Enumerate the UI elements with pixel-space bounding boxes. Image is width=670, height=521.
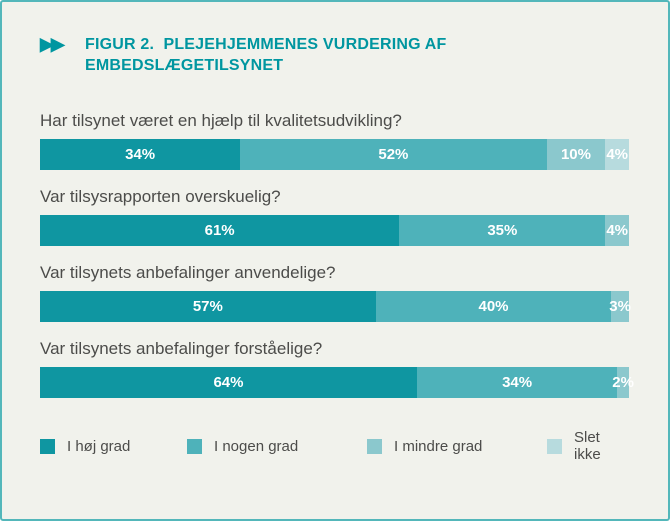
bar-segment: [547, 139, 606, 170]
segment-value-label: 4%: [606, 222, 629, 239]
bar-segment: [40, 291, 376, 322]
question-label: Var tilsysrapporten overskuelig?: [40, 187, 281, 206]
legend-item: [367, 429, 547, 463]
legend-item: [40, 429, 187, 463]
segment-value-label: 2%: [612, 374, 634, 391]
stacked-bar: [40, 139, 629, 170]
chart-row: [40, 337, 634, 398]
question-label: Var tilsynets anbefalinger forståelige?: [40, 339, 323, 358]
bar-segment: [240, 139, 546, 170]
legend-item: [547, 429, 629, 463]
bar-segment: [399, 215, 605, 246]
legend-label: I nogen grad: [214, 437, 299, 455]
question-label: Har tilsynet været en hjælp til kvalitetsudvikling?: [40, 111, 402, 130]
bar-segment: [376, 291, 612, 322]
bar-segment: [612, 367, 634, 398]
bar-segment: [417, 367, 617, 398]
segment-value-label: 4%: [606, 146, 629, 163]
bar-segment: [40, 215, 399, 246]
segment-value-label: 34%: [125, 146, 156, 163]
chart-row: [40, 261, 629, 322]
segment-value-label: 64%: [213, 374, 244, 391]
legend-swatch-icon: [40, 439, 55, 454]
chart-rows: [40, 109, 634, 398]
stacked-bar: [40, 215, 629, 246]
stacked-bar: [40, 291, 629, 322]
segment-value-label: 3%: [609, 298, 631, 315]
legend-label: Slet ikke: [574, 429, 601, 463]
segment-value-label: 57%: [192, 298, 223, 315]
legend-label: I høj grad: [67, 437, 131, 455]
legend-label: I mindre grad: [394, 437, 483, 455]
bar-segment: [40, 367, 417, 398]
bar-segment: [605, 139, 629, 170]
figure-title-line2: EMBEDSLÆGETILSYNET: [85, 57, 284, 74]
stacked-bar: [40, 367, 634, 398]
figure-header: [40, 34, 629, 76]
segment-value-label: 61%: [204, 222, 235, 239]
segment-value-label: 35%: [487, 222, 518, 239]
legend-swatch-icon: [547, 439, 562, 454]
bar-segment: [611, 291, 629, 322]
bar-segment: [605, 215, 629, 246]
question-label: Var tilsynets anbefalinger anvendelige?: [40, 263, 336, 282]
figure-title-line1: FIGUR 2. PLEJEHJEMMENES VURDERING AF: [85, 36, 447, 53]
segment-value-label: 40%: [478, 298, 509, 315]
segment-value-label: 10%: [560, 146, 591, 163]
legend-item: [187, 429, 367, 463]
segment-value-label: 52%: [378, 146, 409, 163]
figure-title: [85, 34, 447, 76]
chart-row: [40, 185, 629, 246]
double-arrow-icon: ▶▶: [40, 34, 62, 54]
segment-value-label: 34%: [502, 374, 533, 391]
bar-segment: [40, 139, 240, 170]
chart-legend: [40, 429, 629, 463]
legend-swatch-icon: [367, 439, 382, 454]
legend-swatch-icon: [187, 439, 202, 454]
chart-row: [40, 109, 629, 170]
